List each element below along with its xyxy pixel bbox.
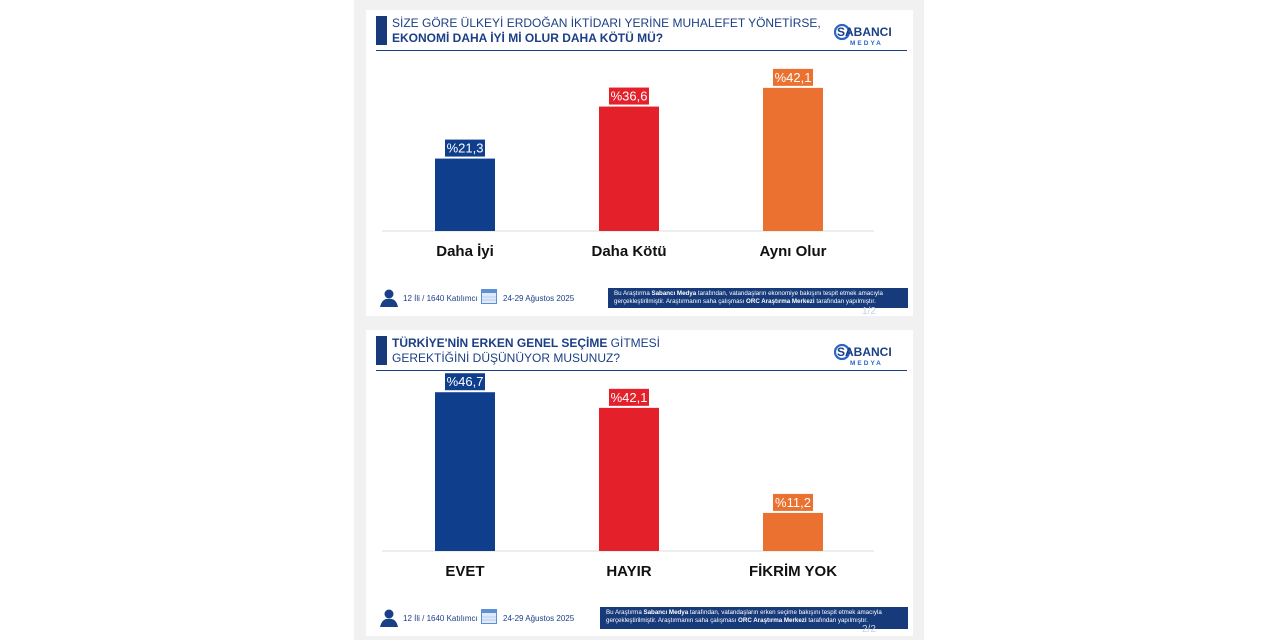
participants-icon	[378, 288, 398, 308]
survey-panel-1	[366, 10, 913, 316]
participants-text: 12 İli / 1640 Katılımcı	[403, 294, 478, 303]
category-label: Daha İyi	[436, 243, 494, 260]
logo-wordmark: SABANCI	[837, 25, 892, 39]
date-text: 24-29 Ağustos 2025	[503, 294, 575, 303]
value-label: %46,7	[446, 374, 484, 390]
logo-wordmark: SABANCI	[837, 345, 892, 359]
survey-panel-2	[366, 330, 913, 636]
category-label: EVET	[445, 563, 485, 580]
bar	[435, 159, 495, 231]
date-text: 24-29 Ağustos 2025	[503, 614, 575, 623]
participants-icon	[378, 608, 398, 628]
bar-chart-early-election	[366, 330, 913, 600]
title-line-2: EKONOMİ DAHA İYİ Mİ OLUR DAHA KÖTÜ MÜ?	[392, 31, 664, 45]
logo-subtitle: MEDYA	[850, 40, 883, 47]
bar	[763, 513, 823, 551]
value-label: %21,3	[446, 140, 484, 156]
category-label: HAYIR	[606, 563, 652, 580]
calendar-icon	[481, 289, 497, 304]
title-line-1-rest: GİTMESİ	[607, 336, 660, 350]
bar	[763, 88, 823, 231]
title-line-1: SİZE GÖRE ÜLKEYİ ERDOĞAN İKTİDARI YERİNE MUHALEFET YÖNETİRSE,	[392, 16, 821, 30]
bar	[599, 107, 659, 231]
category-label: Aynı Olur	[759, 243, 827, 260]
calendar-icon	[481, 609, 497, 624]
methodology-note: Bu Araştırma Sabancı Medya tarafından, vatandaşların ekonomiye bakışını tespit etmek amacıyla gerçekleştirilmiştir. Araştırmanın saha çalışması ORC Araştırma Merkezi tarafından yapılmıştır.	[608, 288, 908, 308]
value-label: %42,1	[610, 389, 648, 405]
title-line-1-bold: TÜRKİYE'NİN ERKEN GENEL SEÇİME	[392, 336, 608, 350]
bar	[599, 408, 659, 551]
page-number: 2/2	[862, 624, 876, 635]
methodology-note: Bu Araştırma Sabancı Medya tarafından, vatandaşların erken seçime bakışını tespit etmek amacıyla gerçekleştirilmiştir. Araştırmanın saha çalışması ORC Araştırma Merkezi tarafından yapılmıştır.	[600, 607, 908, 629]
page-number: 1/2	[862, 306, 876, 317]
value-label: %11,2	[775, 494, 811, 510]
logo-subtitle: MEDYA	[850, 360, 883, 367]
category-label: FİKRİM YOK	[748, 563, 838, 580]
title-line-2: GEREKTİĞİNİ DÜŞÜNÜYOR MUSUNUZ?	[392, 351, 621, 365]
value-label: %42,1	[774, 69, 812, 85]
bar	[435, 392, 495, 551]
panel-footer	[378, 288, 908, 310]
panel-footer	[378, 608, 908, 630]
participants-text: 12 İli / 1640 Katılımcı	[403, 614, 478, 623]
value-label: %36,6	[610, 88, 648, 104]
bar-chart-economy	[366, 10, 913, 280]
category-label: Daha Kötü	[591, 243, 667, 260]
